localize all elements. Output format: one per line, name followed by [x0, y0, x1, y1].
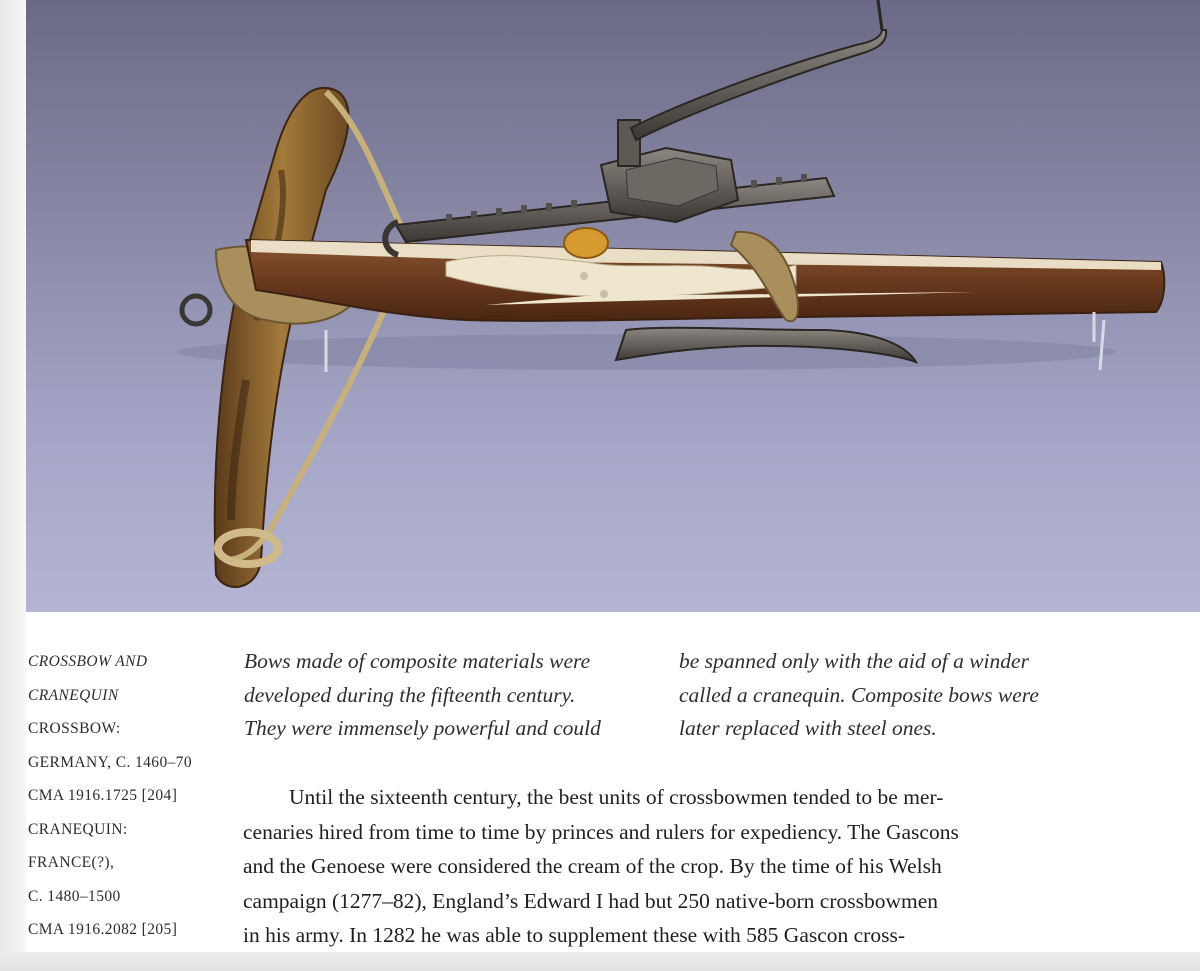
page-bottom-edge	[0, 952, 1200, 971]
crossbow-photograph	[26, 0, 1200, 612]
intro-line: called a cranequin. Composite bows were	[679, 682, 1039, 707]
caption-line: CRANEQUIN:	[28, 820, 128, 838]
body-line: Until the sixteenth century, the best units of crossbowmen tended to be mer-	[289, 785, 944, 809]
caption-line: GERMANY, C. 1460–70	[28, 753, 193, 771]
intro-line: They were immensely powerful and could	[244, 716, 601, 740]
stirrup-ring	[182, 296, 210, 324]
caption-line: CMA 1916.1725 [204]	[28, 787, 178, 804]
body-paragraph	[243, 780, 1093, 953]
intro-column-1	[244, 645, 654, 746]
photo-caption	[28, 645, 233, 947]
caption-line: CROSSBOW:	[28, 720, 121, 737]
crossbow-nut	[564, 228, 608, 258]
intro-line: developed during the fifteenth century.	[244, 682, 576, 707]
body-line: and the Genoese were considered the cream of the crop. By the time of his Welsh	[243, 854, 942, 878]
body-line: in his army. In 1282 he was able to supplement these with 585 Gascon cross-	[243, 923, 905, 947]
caption-title-line-1: CROSSBOW AND	[28, 653, 148, 670]
caption-line: CMA 1916.2082 [205]	[28, 921, 178, 938]
caption-line: FRANCE(?),	[28, 854, 115, 871]
crank-handle	[631, 30, 886, 140]
body-line: campaign (1277–82), England’s Edward I had but 250 native-born crossbowmen	[243, 888, 939, 913]
intro-line: be spanned only with the aid of a winder	[679, 649, 1029, 673]
intro-line: later replaced with steel ones.	[679, 716, 937, 740]
intro-line: Bows made of composite materials were	[244, 649, 591, 673]
page-gutter	[0, 0, 26, 971]
caption-line: C. 1480–1500	[28, 887, 121, 905]
crossbow-illustration	[26, 0, 1200, 612]
body-line: cenaries hired from time to time by princes and rulers for expediency. The Gascons	[243, 819, 959, 844]
caption-title-line-2: CRANEQUIN	[28, 686, 119, 704]
intro-column-2	[679, 645, 1089, 746]
